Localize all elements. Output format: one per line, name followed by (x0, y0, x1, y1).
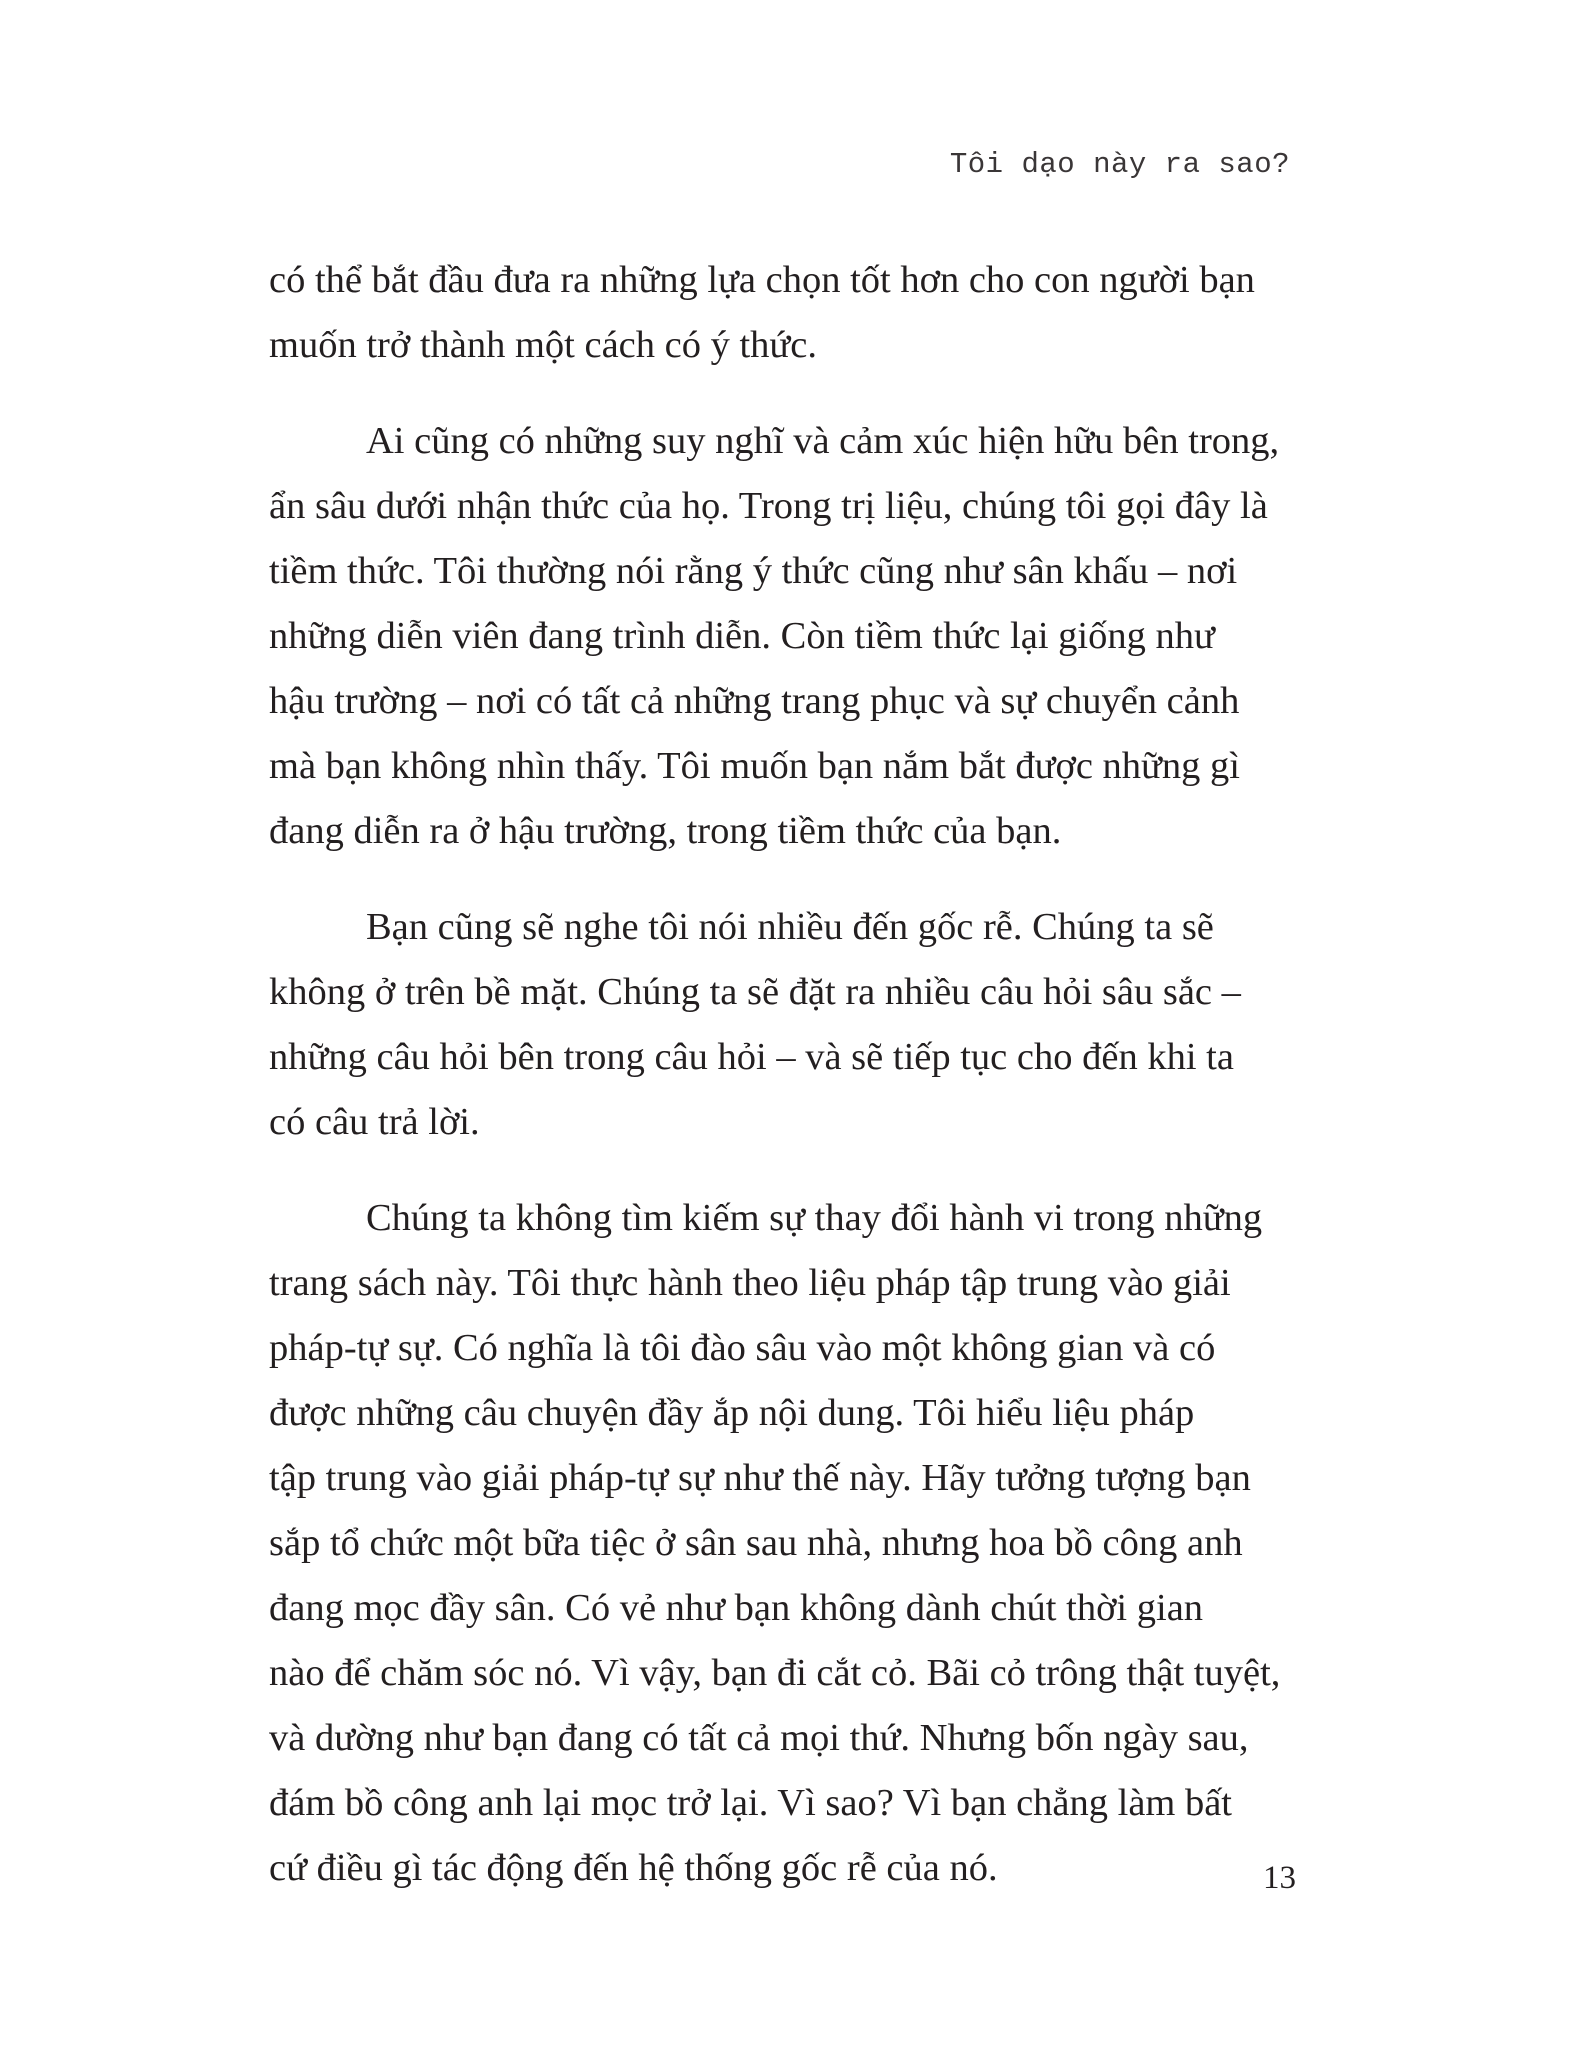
text-line: nào để chăm sóc nó. Vì vậy, bạn đi cắt cỏ. Bãi cỏ trông thật tuyệt, (269, 1652, 1281, 1694)
text-line: tiềm thức. Tôi thường nói rằng ý thức cũng như sân khấu – nơi (269, 550, 1238, 592)
text-line: sắp tổ chức một bữa tiệc ở sân sau nhà, nhưng hoa bồ công anh (269, 1522, 1243, 1564)
text-line: được những câu chuyện đầy ắp nội dung. Tôi hiểu liệu pháp (269, 1392, 1195, 1434)
text-line: muốn trở thành một cách có ý thức. (269, 324, 818, 366)
text-line: Ai cũng có những suy nghĩ và cảm xúc hiện hữu bên trong, (366, 420, 1280, 462)
text-line: ẩn sâu dưới nhận thức của họ. Trong trị liệu, chúng tôi gọi đây là (269, 485, 1268, 527)
page-number: 13 (1263, 1860, 1296, 1896)
paragraph-3 (269, 895, 1297, 1155)
paragraph-4 (269, 1186, 1297, 1901)
text-line: những diễn viên đang trình diễn. Còn tiềm thức lại giống như (269, 615, 1215, 657)
text-line: Chúng ta không tìm kiếm sự thay đổi hành vi trong những (366, 1197, 1263, 1239)
text-line: có thể bắt đầu đưa ra những lựa chọn tốt hơn cho con người bạn (269, 259, 1255, 301)
text-line: không ở trên bề mặt. Chúng ta sẽ đặt ra nhiều câu hỏi sâu sắc – (269, 971, 1241, 1013)
text-line: đang mọc đầy sân. Có vẻ như bạn không dành chút thời gian (269, 1587, 1204, 1629)
text-line: mà bạn không nhìn thấy. Tôi muốn bạn nắm bắt được những gì (269, 745, 1240, 787)
text-line: pháp-tự sự. Có nghĩa là tôi đào sâu vào một không gian và có (269, 1327, 1216, 1369)
text-line: Bạn cũng sẽ nghe tôi nói nhiều đến gốc rễ. Chúng ta sẽ (366, 906, 1214, 948)
text-line: đám bồ công anh lại mọc trở lại. Vì sao? Vì bạn chẳng làm bất (269, 1782, 1233, 1824)
text-line: tập trung vào giải pháp-tự sự như thế này. Hãy tưởng tượng bạn (269, 1457, 1251, 1499)
body-text (269, 248, 1297, 1901)
text-line: đang diễn ra ở hậu trường, trong tiềm thức của bạn. (269, 810, 1062, 852)
text-line: có câu trả lời. (269, 1101, 480, 1143)
paragraph-1 (269, 248, 1297, 378)
running-head-title: Tôi dạo này ra sao? (949, 148, 1290, 181)
text-line: cứ điều gì tác động đến hệ thống gốc rễ của nó. (269, 1847, 998, 1889)
text-line: trang sách này. Tôi thực hành theo liệu pháp tập trung vào giải (269, 1262, 1231, 1304)
paragraph-2 (269, 409, 1297, 864)
text-line: và dường như bạn đang có tất cả mọi thứ. Nhưng bốn ngày sau, (269, 1717, 1249, 1759)
text-line: hậu trường – nơi có tất cả những trang phục và sự chuyển cảnh (269, 680, 1240, 722)
text-line: những câu hỏi bên trong câu hỏi – và sẽ tiếp tục cho đến khi ta (269, 1036, 1234, 1078)
